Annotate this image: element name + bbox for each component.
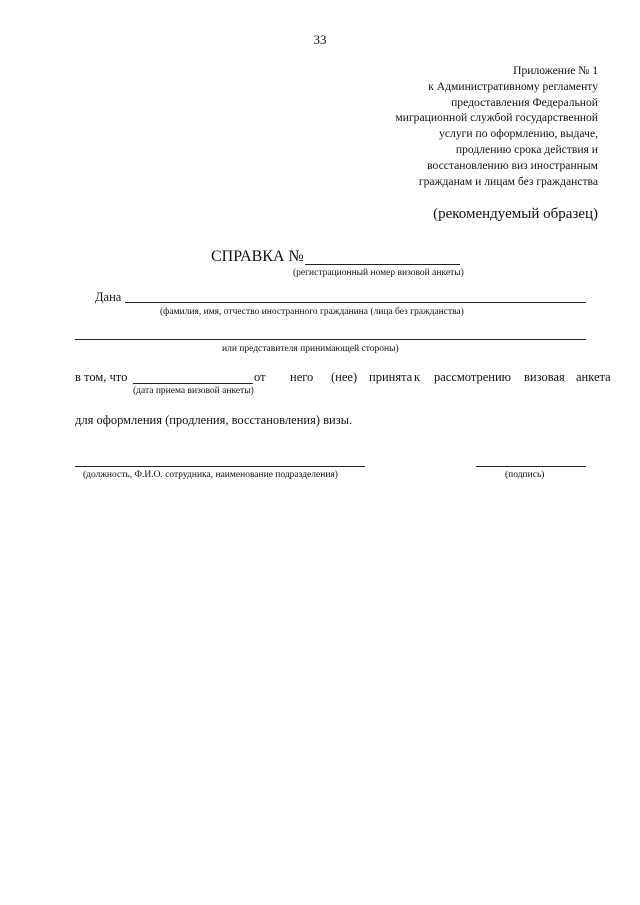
appendix-line: восстановлению виз иностранным [427, 158, 598, 172]
signature-line[interactable] [476, 466, 586, 467]
sample-note: (рекомендуемый образец) [433, 206, 598, 222]
date-line[interactable] [133, 383, 253, 384]
appendix-line: предоставления Федеральной [451, 95, 598, 109]
appendix-line: миграционной службой государственной [395, 111, 598, 125]
certificate-title: СПРАВКА № [211, 248, 304, 265]
confirmation-word: него [290, 370, 314, 384]
confirmation-word: (нее) [331, 370, 358, 384]
appendix-header [395, 63, 598, 189]
confirmation-word: визовая [524, 370, 565, 384]
official-line[interactable] [75, 466, 365, 467]
date-caption: (дата приема визовой анкеты) [133, 386, 254, 396]
confirmation-word: к [414, 370, 421, 384]
representative-caption: или представителя принимающей стороны) [222, 344, 399, 354]
confirmation-word: анкета [576, 370, 611, 384]
reg-number-caption: (регистрационный номер визовой анкеты) [293, 268, 464, 278]
appendix-line: услуги по оформлению, выдаче, [439, 127, 598, 141]
purpose-line: для оформления (продления, восстановления) визы. [75, 413, 353, 427]
confirmation-word: от [254, 370, 266, 384]
name-line[interactable] [125, 302, 586, 303]
appendix-line: к Административному регламенту [428, 79, 598, 93]
page-number: 33 [313, 32, 327, 47]
confirmation-word: принята [369, 370, 413, 384]
name-caption: (фамилия, имя, отчество иностранного гражданина (лица без гражданства) [160, 307, 464, 317]
issued-to-label: Дана [95, 290, 122, 304]
reg-number-line[interactable] [305, 264, 460, 265]
appendix-line: продлению срока действия и [455, 142, 598, 156]
confirmation-word: рассмотрению [434, 370, 512, 384]
representative-line[interactable] [75, 339, 586, 340]
appendix-line: Приложение № 1 [513, 64, 598, 77]
confirmation-prefix: в том, что [75, 370, 128, 384]
official-caption: (должность, Ф.И.О. сотрудника, наименование подразделения) [83, 470, 338, 480]
appendix-line: гражданам и лицам без гражданства [418, 174, 598, 188]
signature-caption: (подпись) [505, 470, 545, 480]
